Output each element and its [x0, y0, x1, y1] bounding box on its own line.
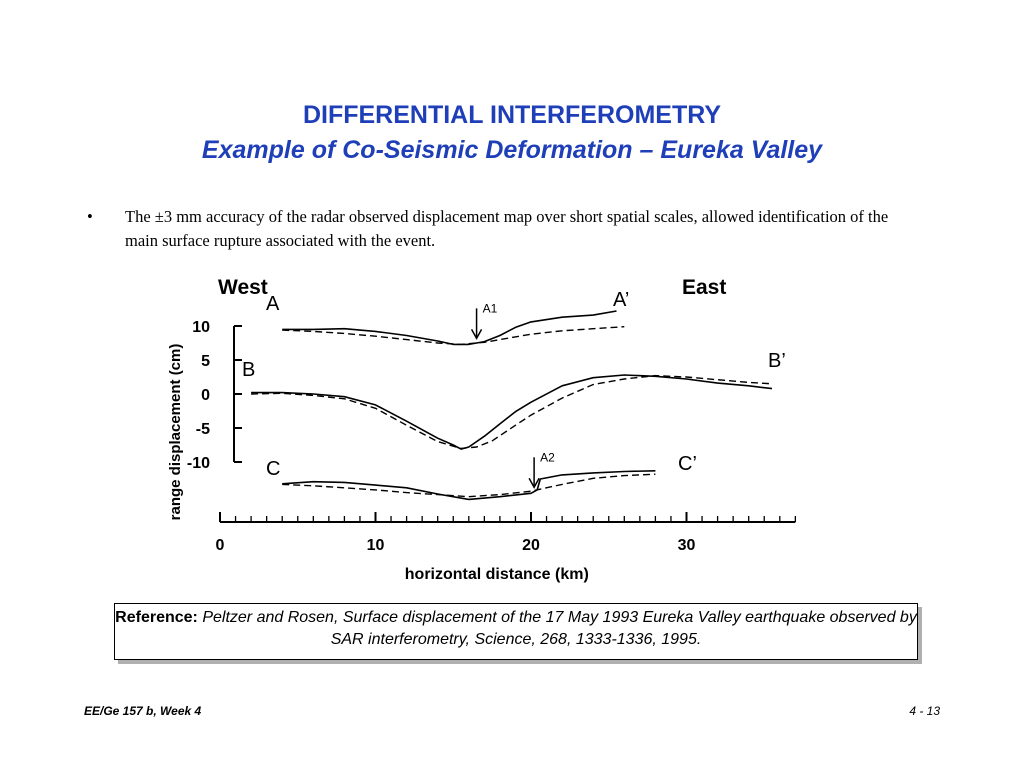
x-axis-label: horizontal distance (km): [404, 566, 589, 583]
footer-course: EE/Ge 157 b, Week 4: [84, 704, 202, 718]
displacement-profiles-chart: [166, 272, 818, 590]
bullet-marker: •: [87, 207, 93, 226]
reference-box: [114, 603, 918, 660]
y-axis-label: range displacement (cm): [167, 343, 184, 521]
slide-subtitle: Example of Co-Seismic Deformation – Eureka Valley: [201, 136, 823, 164]
slide-title: DIFFERENTIAL INTERFEROMETRY: [302, 101, 722, 129]
annotation-west: West: [218, 276, 268, 299]
profile-end-label: C’: [678, 453, 697, 475]
bullet-text: The ±3 mm accuracy of the radar observed displacement map over short spatial scales, allowed identification of the main surface rupture associated with the event.: [125, 207, 889, 250]
profile-start-label: B: [242, 359, 256, 381]
y-tick-label: 5: [201, 353, 210, 370]
x-tick-label: 10: [366, 537, 385, 554]
y-tick-label: 0: [201, 387, 210, 404]
profile-end-label: B’: [768, 350, 786, 372]
rupture-arrow-label: A1: [482, 301, 498, 316]
y-tick-label: -10: [186, 455, 210, 472]
profile-end-label: A’: [613, 289, 630, 311]
reference-label: Reference:: [115, 609, 198, 626]
footer-page-number: 4 - 13: [909, 704, 940, 718]
annotation-east: East: [682, 276, 727, 299]
x-tick-label: 20: [522, 537, 540, 554]
x-tick-label: 0: [215, 537, 225, 554]
y-tick-label: -5: [195, 421, 210, 438]
y-tick-label: 10: [192, 319, 210, 336]
x-tick-label: 30: [677, 537, 696, 554]
reference-text: Peltzer and Rosen, Surface displacement of the 17 May 1993 Eureka Valley earthquake observed by SAR interferometry, Science, 268, 1333-1336, 1995.: [197, 609, 917, 648]
profile-start-label: A: [266, 293, 280, 315]
rupture-arrow-label: A2: [540, 450, 555, 465]
profile-start-label: C: [266, 458, 281, 480]
